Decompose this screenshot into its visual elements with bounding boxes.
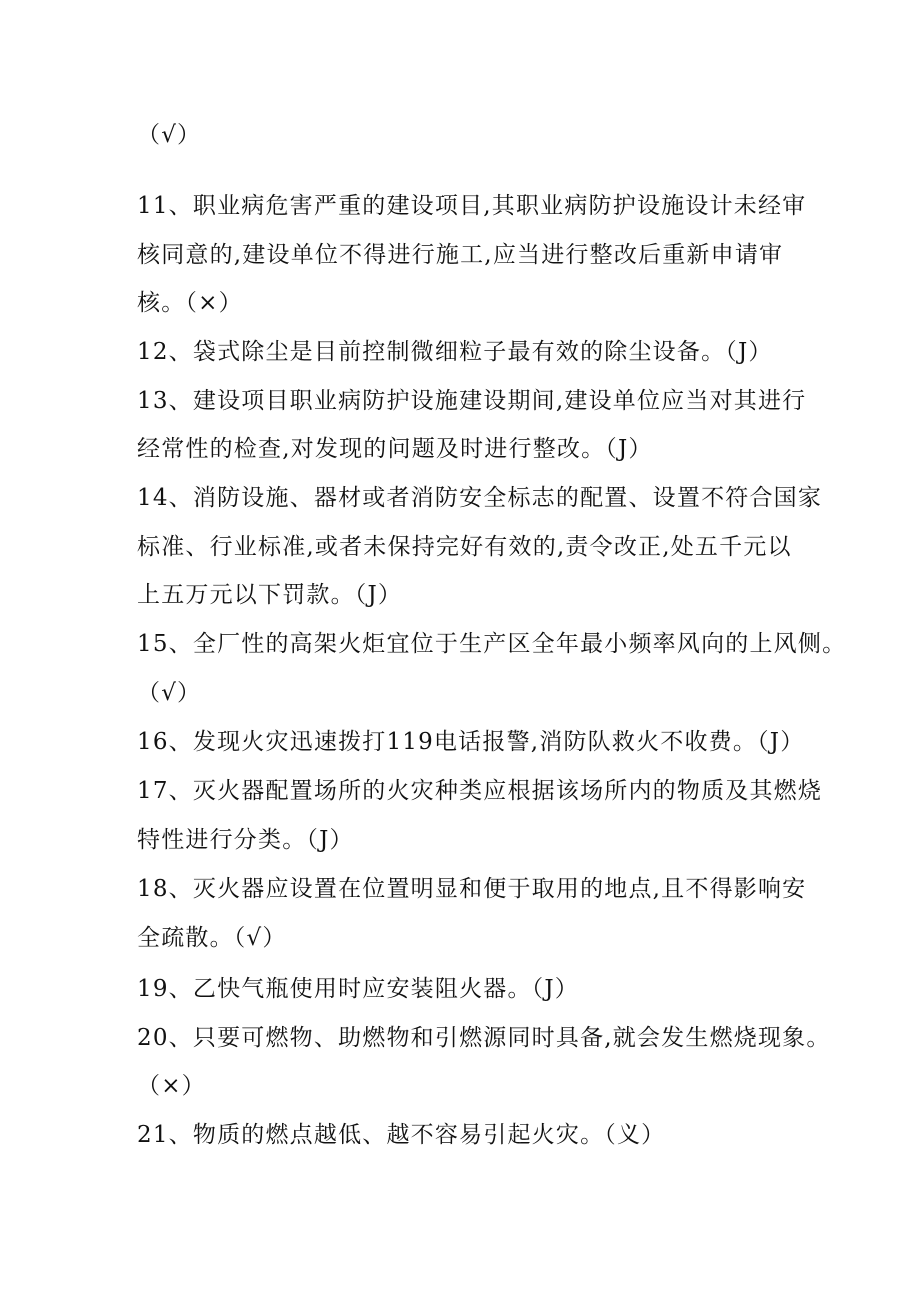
question-18-line-1: 18、灭火器应设置在位置明显和便于取用的地点,且不得影响安	[137, 876, 807, 902]
question-19-line-1: 19、乙快气瓶使用时应安装阻火器。（J）	[137, 976, 579, 1002]
question-15-line-1: 15、全厂性的高架火炬宜位于生产区全年最小频率风向的上风侧。	[137, 631, 847, 657]
question-14-line-3: 上五万元以下罚款。（J）	[137, 582, 403, 608]
question-13-line-2: 经常性的检查,对发现的问题及时进行整改。（J）	[137, 436, 653, 462]
question-11-line-2: 核同意的,建设单位不得进行施工,应当进行整改后重新申请审	[137, 242, 784, 268]
question-18-line-2: 全疏散。（√）	[137, 925, 287, 951]
question-15-line-2: （√）	[137, 680, 202, 706]
question-13-line-1: 13、建设项目职业病防护设施建设期间,建设单位应当对其进行	[137, 388, 807, 414]
answer-line: （√）	[137, 122, 202, 148]
question-12-line-1: 12、袋式除尘是目前控制微细粒子最有效的除尘设备。（J）	[137, 339, 773, 365]
question-11-line-1: 11、职业病危害严重的建设项目,其职业病防护设施设计未经审	[137, 193, 807, 219]
question-14-line-2: 标准、行业标准,或者未保持完好有效的,责令改正,处五千元以	[137, 534, 792, 560]
question-20-line-1: 20、只要可燃物、助燃物和引燃源同时具备,就会发生燃烧现象。	[137, 1025, 831, 1051]
question-14-line-1: 14、消防设施、器材或者消防安全标志的配置、设置不符合国家	[137, 485, 823, 511]
question-11-line-3: 核。（×）	[137, 290, 243, 316]
question-20-line-2: （×）	[137, 1073, 206, 1099]
question-17-line-1: 17、灭火器配置场所的火灾种类应根据该场所内的物质及其燃烧	[137, 778, 823, 804]
question-21-line-1: 21、物质的燃点越低、越不容易引起火灾。（义）	[137, 1122, 666, 1148]
question-16-line-1: 16、发现火灾迅速拨打119电话报警,消防队救火不收费。（J）	[137, 729, 805, 755]
question-17-line-2: 特性进行分类。（J）	[137, 827, 354, 853]
